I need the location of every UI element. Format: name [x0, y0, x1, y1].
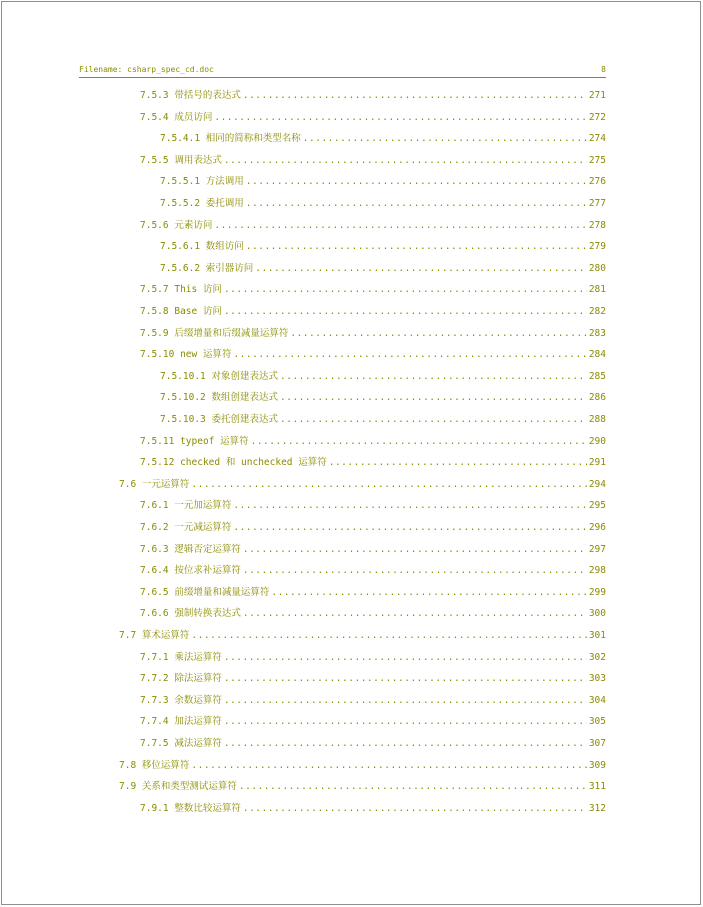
toc-entry-label: [140, 326, 288, 342]
toc-dot-leader: [233, 347, 586, 363]
toc-entry-page: 277: [588, 198, 606, 209]
toc-entry-page: 302: [588, 652, 606, 663]
toc-entry[interactable]: [140, 326, 606, 342]
toc-entry-label: [160, 239, 244, 255]
toc-entry[interactable]: [140, 218, 606, 234]
toc-entry-page: 278: [588, 220, 606, 231]
toc-dot-leader: [224, 282, 587, 298]
toc-entry-title: new 运算符: [180, 349, 232, 360]
toc-entry-label: [140, 585, 269, 601]
toc-entry-number: 7.5.4.1: [160, 133, 201, 144]
toc-entry[interactable]: [140, 347, 606, 363]
toc-entry-number: 7.7.2: [140, 673, 169, 684]
toc-entry-label: [140, 88, 241, 104]
toc-entry-number: 7.6.3: [140, 544, 169, 555]
toc-dot-leader: [243, 542, 587, 558]
toc-entry-page: 280: [588, 263, 606, 274]
toc-entry[interactable]: [140, 434, 606, 450]
toc-entry-page: 274: [588, 133, 606, 144]
toc-entry-label: [140, 563, 241, 579]
toc-entry-title: 索引器访问: [205, 263, 254, 274]
toc-dot-leader: [233, 498, 586, 514]
toc-entry-title: 逻辑否定运算符: [174, 544, 241, 555]
toc-entry-number: 7.5.5.1: [160, 176, 201, 187]
toc-dot-leader: [224, 153, 587, 169]
toc-entry-title: 元素访问: [174, 220, 213, 231]
toc-entry-title: typeof 运算符: [180, 436, 249, 447]
toc-dot-leader: [243, 606, 587, 622]
toc-dot-leader: [224, 671, 587, 687]
toc-entry[interactable]: [140, 455, 606, 471]
toc-entry-number: 7.5.10.3: [160, 414, 206, 425]
toc-entry-label: [160, 131, 301, 147]
toc-entry-page: 305: [588, 716, 606, 727]
toc-entry-label: [140, 650, 222, 666]
toc-dot-leader: [224, 693, 587, 709]
toc-dot-leader: [239, 779, 587, 795]
toc-dot-leader: [224, 736, 587, 752]
toc-entry-title: 除法运算符: [174, 673, 222, 684]
toc-entry-label: [119, 758, 189, 774]
header-page-number: 8: [601, 65, 606, 74]
toc-dot-leader: [243, 88, 587, 104]
toc-entry-title: 一元加运算符: [174, 500, 232, 511]
toc-entry-label: [140, 606, 241, 622]
toc-entry-label: [140, 282, 222, 298]
toc-entry-title: 方法调用: [205, 176, 244, 187]
toc-entry-label: [140, 455, 327, 471]
toc-entry[interactable]: [140, 88, 606, 104]
toc-entry-page: 294: [588, 479, 606, 490]
toc-dot-leader: [214, 110, 586, 126]
toc-dot-leader: [303, 131, 587, 147]
toc-entry-label: [140, 304, 222, 320]
toc-entry-label: [140, 693, 222, 709]
toc-entry-title: 移位运算符: [141, 760, 190, 771]
header-filename: Filename: csharp_spec_cd.doc: [79, 65, 214, 74]
toc-entry-label: [140, 714, 222, 730]
toc-entry-page: 272: [588, 112, 606, 123]
toc-entry[interactable]: [140, 563, 606, 579]
toc-entry-title: 对象创建表达式: [211, 371, 279, 382]
toc-entry-page: 283: [588, 328, 606, 339]
toc-entry[interactable]: [160, 390, 606, 406]
toc-entry-label: [140, 218, 212, 234]
toc-entry-number: 7.5.10.1: [160, 371, 206, 382]
toc-entry-label: [160, 412, 278, 428]
toc-entry-label: [140, 434, 249, 450]
toc-entry-number: 7.7.3: [140, 695, 169, 706]
toc-entry-number: 7.7.4: [140, 716, 169, 727]
toc-entry[interactable]: [140, 304, 606, 320]
toc-entry-page: 301: [588, 630, 606, 641]
toc-entry[interactable]: [140, 282, 606, 298]
toc-entry-number: 7.9: [119, 781, 137, 792]
toc-entry[interactable]: [119, 758, 606, 774]
toc-entry-title: 乘法运算符: [174, 652, 222, 663]
toc-entry-page: 309: [588, 760, 606, 771]
toc-dot-leader: [290, 326, 586, 342]
toc-entry-title: 委托创建表达式: [211, 414, 279, 425]
toc-entry[interactable]: [119, 477, 606, 493]
toc-entry-number: 7.5.11: [140, 436, 175, 447]
toc-entry-page: 304: [588, 695, 606, 706]
toc-entry-number: 7.5.9: [140, 328, 169, 339]
toc-entry-number: 7.6.4: [140, 565, 169, 576]
toc-entry-title: 整数比较运算符: [174, 803, 241, 814]
toc-entry-page: 297: [588, 544, 606, 555]
toc-entry-label: [140, 110, 212, 126]
toc-entry-title: 带括号的表达式: [174, 90, 241, 101]
toc-entry[interactable]: [140, 671, 606, 687]
toc-entry[interactable]: [140, 110, 606, 126]
toc-entry[interactable]: [119, 628, 606, 644]
toc-entry-page: 307: [588, 738, 606, 749]
toc-entry-number: 7.8: [119, 760, 137, 771]
toc-entry-title: 前缀增量和减量运算符: [174, 587, 270, 598]
toc-dot-leader: [255, 261, 587, 277]
toc-entry-label: [119, 779, 237, 795]
toc-entry-page: 285: [588, 371, 606, 382]
toc-entry-number: 7.6: [119, 479, 137, 490]
toc-entry-label: [160, 369, 278, 385]
toc-entry-title: 相同的简称和类型名称: [205, 133, 301, 144]
toc-entry-title: 加法运算符: [174, 716, 222, 727]
toc-entry-page: 275: [588, 155, 606, 166]
toc-entry-number: 7.5.3: [140, 90, 169, 101]
toc-dot-leader: [224, 714, 587, 730]
toc-entry-title: 数组创建表达式: [211, 392, 279, 403]
toc-entry-number: 7.6.1: [140, 500, 169, 511]
toc-entry-title: 数组访问: [205, 241, 244, 252]
toc-dot-leader: [191, 628, 586, 644]
toc-entry-title: 关系和类型测试运算符: [141, 781, 237, 792]
toc-entry-number: 7.5.6.2: [160, 263, 201, 274]
toc-entry-number: 7.5.10.2: [160, 392, 206, 403]
toc-dot-leader: [214, 218, 586, 234]
toc-entry-number: 7.6.2: [140, 522, 169, 533]
toc-dot-leader: [280, 369, 587, 385]
toc-entry-page: 284: [588, 349, 606, 360]
toc-entry-number: 7.5.5.2: [160, 198, 201, 209]
toc-entry[interactable]: [119, 779, 606, 795]
toc-entry-page: 312: [588, 803, 606, 814]
toc-entry-number: 7.5.5: [140, 155, 169, 166]
toc-entry[interactable]: [140, 693, 606, 709]
toc-entry[interactable]: [160, 412, 606, 428]
toc-entry[interactable]: [140, 585, 606, 601]
toc-entry-title: This 访问: [174, 284, 222, 295]
toc-entry-title: checked 和 unchecked 运算符: [180, 457, 327, 468]
toc-dot-leader: [224, 304, 587, 320]
toc-entry-page: 286: [588, 392, 606, 403]
toc-entry-label: [160, 196, 244, 212]
toc-entry-number: 7.9.1: [140, 803, 169, 814]
toc-dot-leader: [251, 434, 587, 450]
toc-entry-label: [140, 542, 241, 558]
toc-entry-title: Base 访问: [174, 306, 222, 317]
toc-entry-page: 271: [588, 90, 606, 101]
toc-entry-page: 281: [588, 284, 606, 295]
toc-entry[interactable]: [140, 650, 606, 666]
toc-entry-label: [160, 261, 253, 277]
toc-entry-number: 7.5.4: [140, 112, 169, 123]
toc-entry-label: [160, 390, 278, 406]
toc-entry-title: 余数运算符: [174, 695, 222, 706]
toc-entry-page: 276: [588, 176, 606, 187]
toc-dot-leader: [280, 390, 587, 406]
toc-dot-leader: [246, 174, 587, 190]
document-page: [1, 1, 701, 905]
toc-dot-leader: [246, 239, 587, 255]
toc-entry-page: 295: [588, 500, 606, 511]
toc-entry-page: 303: [588, 673, 606, 684]
toc-entry-title: 强制转换表达式: [174, 608, 241, 619]
toc-dot-leader: [329, 455, 587, 471]
toc-dot-leader: [191, 758, 586, 774]
toc-dot-leader: [271, 585, 586, 601]
toc-dot-leader: [233, 520, 586, 536]
toc-entry-label: [140, 801, 241, 817]
toc-entry[interactable]: [160, 131, 606, 147]
toc-entry-label: [119, 628, 189, 644]
toc-entry-title: 按位求补运算符: [174, 565, 241, 576]
toc-entry[interactable]: [140, 801, 606, 817]
toc-entry-number: 7.6.6: [140, 608, 169, 619]
toc-entry-number: 7.5.6: [140, 220, 169, 231]
toc-entry-title: 一元运算符: [141, 479, 190, 490]
toc-entry[interactable]: [160, 261, 606, 277]
toc-entry-page: 298: [588, 565, 606, 576]
toc-entry-title: 后缀增量和后缀减量运算符: [174, 328, 289, 339]
toc-entry-label: [140, 498, 231, 514]
toc-entry-page: 291: [588, 457, 606, 468]
toc-entry[interactable]: [140, 606, 606, 622]
page-header: [79, 65, 606, 78]
toc-entry-title: 成员访问: [174, 112, 213, 123]
toc-entry-label: [140, 347, 231, 363]
toc-entry-label: [160, 174, 244, 190]
toc-entry-page: 288: [588, 414, 606, 425]
toc-dot-leader: [243, 563, 587, 579]
toc-entry-number: 7.5.10: [140, 349, 175, 360]
toc-entry-number: 7.5.6.1: [160, 241, 201, 252]
toc-entry[interactable]: [140, 498, 606, 514]
toc-entry-page: 311: [588, 781, 606, 792]
toc-entry-number: 7.5.12: [140, 457, 175, 468]
toc-entry[interactable]: [140, 736, 606, 752]
toc-entry[interactable]: [140, 714, 606, 730]
toc-entry-label: [140, 671, 222, 687]
toc-entry-page: 296: [588, 522, 606, 533]
toc-entry-page: 299: [588, 587, 606, 598]
toc-entry-label: [119, 477, 189, 493]
toc-entry[interactable]: [160, 174, 606, 190]
toc-entry-label: [140, 520, 231, 536]
toc-entry-number: 7.7: [119, 630, 137, 641]
toc-entry[interactable]: [140, 542, 606, 558]
toc-entry-number: 7.7.1: [140, 652, 169, 663]
toc-entry-number: 7.6.5: [140, 587, 169, 598]
toc-entry-page: 290: [588, 436, 606, 447]
toc-entry-title: 委托调用: [205, 198, 244, 209]
toc-dot-leader: [243, 801, 587, 817]
toc-entry-title: 减法运算符: [174, 738, 222, 749]
toc-entry[interactable]: [140, 520, 606, 536]
toc-entry[interactable]: [140, 153, 606, 169]
toc-entry-page: 279: [588, 241, 606, 252]
toc-dot-leader: [224, 650, 587, 666]
toc-entry-label: [140, 153, 222, 169]
toc-entry-title: 调用表达式: [174, 155, 222, 166]
toc-entry[interactable]: [160, 196, 606, 212]
toc-entry-number: 7.5.8: [140, 306, 169, 317]
toc-entry[interactable]: [160, 239, 606, 255]
toc-dot-leader: [280, 412, 587, 428]
toc-entry-page: 300: [588, 608, 606, 619]
toc-entry-page: 282: [588, 306, 606, 317]
toc-dot-leader: [191, 477, 586, 493]
toc-entry-number: 7.5.7: [140, 284, 169, 295]
toc-entry-title: 算术运算符: [141, 630, 190, 641]
toc-entry-number: 7.7.5: [140, 738, 169, 749]
toc-entry-label: [140, 736, 222, 752]
toc-dot-leader: [246, 196, 587, 212]
toc-entry-title: 一元减运算符: [174, 522, 232, 533]
toc-entry[interactable]: [160, 369, 606, 385]
